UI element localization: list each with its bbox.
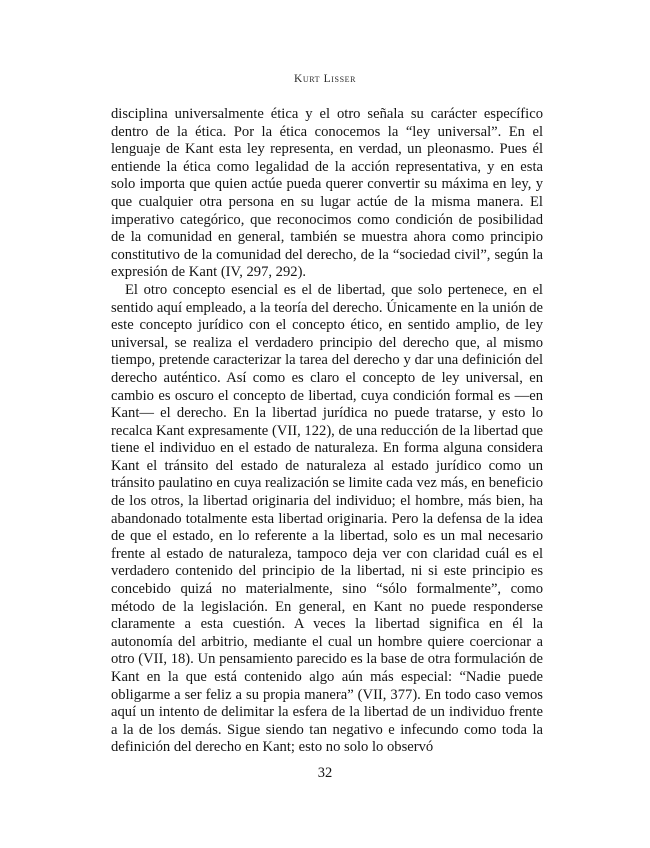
body-text (111, 106, 543, 757)
page-number: 32 (317, 765, 333, 781)
running-head-author: Kurt Lisser (293, 73, 357, 85)
paragraph-continued: disciplina universalmente ética y el otro señala su carácter específico dentro de la ética. Por la ética conocemos la “ley universal”. En el lenguaje de Kant esta ley representa, en verdad, un pleonasmo. Pues él entiende la ética como legalidad de la acción representativa, y en esta solo importa que quien actúe pueda querer convertir su máxima en ley, y que cualquier otra persona en su lugar actúe de la misma manera. El imperativo categórico, que reconocimos como condición de posibilidad de la comunidad en general, también se muestra ahora como principio constitutivo de la comunidad del derecho, de la “sociedad civil”, según la expresión de Kant (IV, 297, 292). (111, 106, 543, 281)
paragraph-libertad: El otro concepto esencial es el de libertad, que solo pertenece, en el sentido aquí empleado, a la teoría del derecho. Únicamente en la unión de este concepto jurídico con el concepto ético, en sentido amplio, de ley universal, se realiza el verdadero principio del derecho que, al mismo tiempo, pretende caracterizar la tarea del derecho y dar una definición del derecho auténtico. Así como es claro el concepto de ley universal, en cambio es oscuro el concepto de libertad, cuya condición formal es —en Kant— el derecho. En la libertad jurídica no puede tratarse, y esto lo recalca Kant expresamente (VII, 122), de una reducción de la libertad que tiene el individuo en el estado de naturaleza. En forma alguna considera Kant el tránsito del estado de naturaleza al estado jurídico como un tránsito paulatino en cuya realización se limite cada vez más, en beneficio de los otros, la libertad originaria del individuo; el hombre, más bien, ha abandonado totalmente esta libertad originaria. Pero la defensa de la idea de que el estado, en lo referente a la libertad, solo es un mal necesario frente al estado de naturaleza, tampoco deja ver con claridad cuál es el verdadero contenido del principio de la libertad, ni si este principio es concebido quizá no materialmente, sino “sólo formalmente”, como método de la legislación. En general, en Kant no puede responderse claramente a esta cuestión. A veces la libertad significa en él la autonomía del arbitrio, mediante el cual un hombre quiere coercionar a otro (VII, 18). Un pensamiento parecido es la base de otra formulación de Kant en la que está contenido algo aún más especial: “Nadie puede obligarme a ser feliz a su propia manera” (VII, 377). En todo caso vemos aquí un intento de delimitar la esfera de la libertad de un individuo frente a la de los demás. Sigue siendo tan negativo e infecundo como toda la definición del derecho en Kant; esto no solo lo observó (111, 281, 543, 756)
